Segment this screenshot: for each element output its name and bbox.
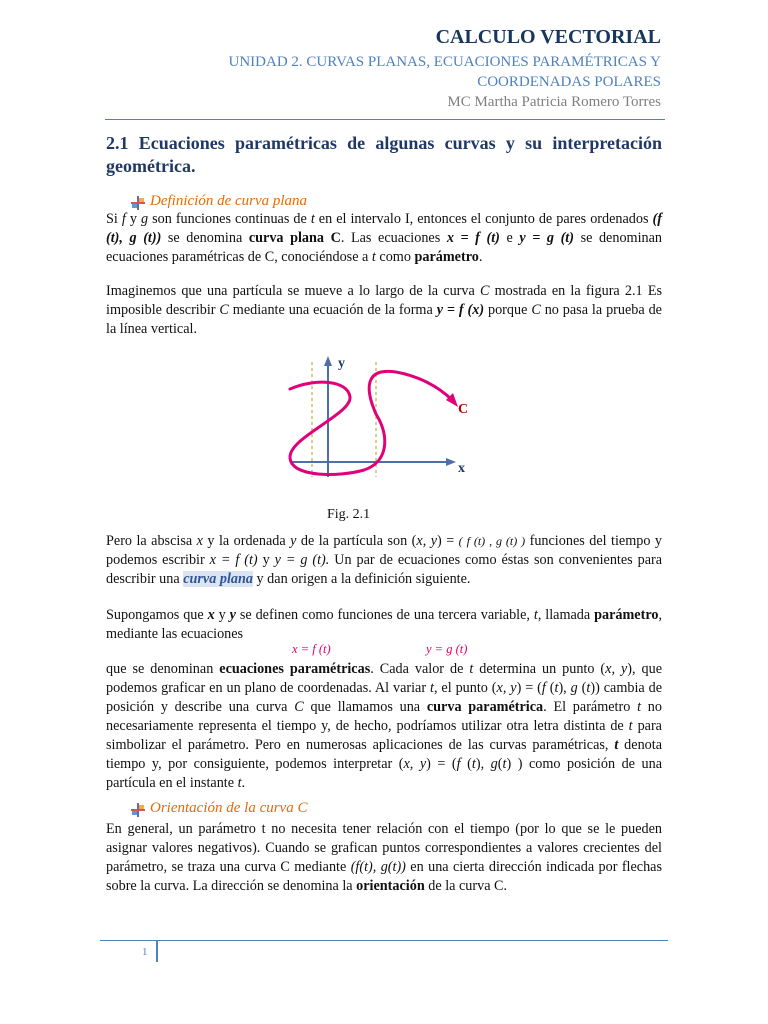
equation-y: y = g (t) [426, 642, 468, 656]
text-run: parámetro [414, 249, 479, 265]
text-run: t [533, 607, 538, 623]
equation-x: x = f (t) [292, 642, 331, 656]
text-run: se denominan ecuaciones paramétricas de C, conociéndose a [106, 230, 663, 265]
text-run: ), [475, 756, 491, 772]
text-run: Si [106, 211, 122, 227]
text-run: y dan origen a la definición siguiente. [252, 571, 471, 587]
text-run: mediante una ecuación de la forma [228, 302, 437, 318]
x-axis-label: x [458, 461, 465, 476]
abscisa-paragraph [106, 532, 662, 589]
text-run: y la ordenada [202, 533, 291, 549]
text-run: determina un punto ( [473, 661, 606, 677]
text-run: g [140, 211, 149, 227]
definition-paragraph [106, 210, 662, 267]
text-run: en el intervalo I, entonces el conjunto de pares ordenados [314, 211, 653, 227]
section-title: 2.1 Ecuaciones paramétricas de algunas curvas y su interpretación geométrica. [106, 133, 662, 176]
text-run: funciones del tiempo y podemos escribir [106, 533, 662, 568]
header-unit-title [229, 52, 661, 92]
text-run: y [257, 552, 275, 568]
text-run: orientación [356, 878, 425, 894]
parametric-paragraph [106, 660, 662, 793]
text-run: son funciones continuas de [148, 211, 311, 227]
figure-caption: Fig. 2.1 [327, 507, 371, 522]
text-run: t [310, 211, 315, 227]
x-axis-arrow-icon [446, 458, 456, 466]
parametric-curve-c [290, 371, 452, 474]
text-run: que se denominan [106, 661, 220, 677]
text-run: ( [545, 680, 555, 696]
text-run: y [229, 607, 236, 623]
text-run: x, y [496, 680, 517, 696]
pin-bullet-icon [130, 195, 146, 211]
text-run: ( [577, 680, 587, 696]
y-axis-arrow-icon [324, 356, 332, 366]
text-run: t [371, 249, 376, 265]
text-run: t [554, 680, 559, 696]
text-run: t [586, 680, 591, 696]
text-run: t [614, 737, 619, 753]
header-unit-line-1: UNIDAD 2. CURVAS PLANAS, ECUACIONES PARAMÉTRICAS Y [228, 54, 661, 70]
text-run: que llamamos una [303, 699, 427, 715]
text-run: en una cierta dirección indicada por flechas sobre la curva. La dirección se denomina la [106, 859, 662, 894]
text-run: x = f (t) [446, 230, 500, 246]
text-run: Supongamos que [106, 607, 208, 623]
text-run: f [121, 211, 126, 227]
text-run: Un par de ecuaciones como éstas son convenientes para describir una [106, 552, 663, 587]
text-run: parámetro [594, 607, 659, 623]
text-run: En general, un parámetro t no necesita tener relación con el tiempo (por lo que se le pueden asignar valores negativos). Cuando se grafican puntos correspondientes a valores crecientes del parámetro, se traza una curva C mediante [106, 821, 662, 875]
text-run: y [125, 211, 141, 227]
text-run: , el punto ( [433, 680, 497, 696]
text-run: . Las ecuaciones [340, 230, 447, 246]
text-run: f [456, 756, 461, 772]
text-run: C [531, 302, 541, 318]
text-run: curva paramétrica [426, 699, 544, 715]
text-run: como [375, 249, 415, 265]
orientation-heading: Orientación de la curva C [150, 800, 308, 816]
text-run: t [471, 756, 476, 772]
text-run: . Cada valor de [370, 661, 470, 677]
orientation-paragraph [106, 820, 662, 896]
curve-figure [270, 352, 490, 492]
text-run: Pero la abscisa [106, 533, 197, 549]
text-run: y = f (x) [436, 302, 485, 318]
text-run: y [290, 533, 297, 549]
text-run: x = f (t) [209, 552, 258, 568]
text-run: ( [460, 756, 472, 772]
text-run: para simbolizar el parámetro. Pero en numerosas aplicaciones de las curvas paramétricas, [106, 718, 662, 753]
text-run: . El parámetro [543, 699, 638, 715]
text-run: ( [497, 756, 503, 772]
text-run: t [628, 718, 633, 734]
text-run: ), que podemos graficar en un plano de coordenadas. Al variar [106, 661, 663, 696]
text-run: t [430, 680, 434, 696]
text-run: x, y [403, 756, 427, 772]
text-run: porque [484, 302, 532, 318]
header-author: MC Martha Patricia Romero Torres [447, 94, 661, 110]
text-run: x [196, 533, 203, 549]
text-run: x, y [416, 533, 438, 549]
header-course-title: CALCULO VECTORIAL [435, 26, 661, 48]
text-run: Imaginemos que una partícula se mueve a lo largo de la curva [106, 283, 480, 299]
text-run: )) cambia de posición y describe una curva [106, 680, 662, 715]
text-run: f [541, 680, 546, 696]
text-run: t [502, 756, 507, 772]
text-run: t [637, 699, 642, 715]
text-run: se definen como funciones de una tercera variable, [235, 607, 534, 623]
highlighted-term: curva plana [183, 571, 253, 587]
footer-divider [100, 940, 668, 941]
text-run: t [469, 661, 474, 677]
text-run: C [219, 302, 229, 318]
text-run: ) = ( [426, 756, 457, 772]
header-divider [105, 119, 665, 120]
text-run: de la curva C. [424, 878, 508, 894]
text-run: de la partícula son ( [296, 533, 417, 549]
text-run: ), [558, 680, 571, 696]
text-run: , mediante las ecuaciones [106, 607, 663, 642]
text-run: ecuaciones paramétricas [219, 661, 371, 677]
text-run: ( f (t) , g (t) ) [458, 534, 526, 548]
text-run: ) = [437, 533, 459, 549]
text-run: no pasa la prueba de la línea vertical. [106, 302, 662, 337]
text-run: (f (t), g (t)) [106, 211, 662, 246]
pin-bullet-icon [130, 802, 146, 818]
text-run: C [479, 283, 490, 299]
text-run: t [237, 775, 242, 791]
text-run: y = g (t) [519, 230, 574, 246]
text-run: g [490, 756, 498, 772]
text-run: C [294, 699, 304, 715]
text-run: x, y [605, 661, 628, 677]
text-run: no necesariamente representa el tiempo y, de hecho, podríamos utilizar otra letra distinta de [106, 699, 662, 734]
footer-bar [156, 940, 158, 962]
particle-paragraph [106, 282, 662, 339]
y-axis-label: y [338, 356, 345, 371]
text-run: g [570, 680, 578, 696]
text-run: mostrada en la figura 2.1 Es imposible describir [106, 283, 663, 318]
text-run: se denomina [161, 230, 249, 246]
suppose-paragraph [106, 606, 662, 644]
text-run: curva plana C [248, 230, 341, 246]
text-run: y [214, 607, 230, 623]
text-run: , llamada [537, 607, 595, 623]
text-run: e [499, 230, 520, 246]
text-run: . [241, 775, 246, 791]
page-number: 1 [142, 946, 148, 958]
text-run: denota tiempo y, por consiguiente, podemos interpretar ( [106, 737, 663, 772]
text-run: y = g (t). [274, 552, 330, 568]
definition-heading: Definición de curva plana [150, 193, 308, 209]
curve-label: C [458, 402, 469, 417]
text-run: (f(t), g(t)) [350, 859, 406, 875]
text-run: ) ) como posición de una partícula en el instante [106, 756, 662, 791]
text-run: x [207, 607, 215, 623]
text-run: ) = ( [516, 680, 542, 696]
header-unit-line-2: COORDENADAS POLARES [477, 74, 661, 90]
text-run: . [478, 249, 483, 265]
